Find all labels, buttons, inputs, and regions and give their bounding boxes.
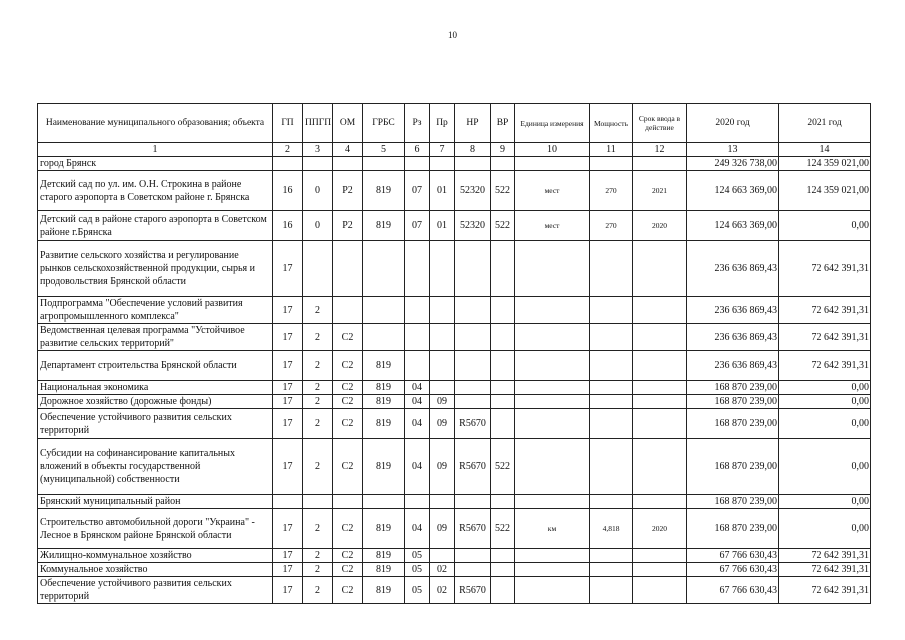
cell-y2020: 168 870 239,00	[687, 439, 779, 495]
cell-name: Департамент строительства Брянской области	[38, 351, 273, 381]
cell-y2020: 168 870 239,00	[687, 509, 779, 549]
cell-pr	[430, 324, 455, 351]
cell-name: Обеспечение устойчивого развития сельских территорий	[38, 409, 273, 439]
cell-om: С2	[333, 439, 363, 495]
header-vr: ВР	[491, 104, 515, 143]
cell-nr	[455, 549, 491, 563]
cell-unit: км	[515, 509, 590, 549]
cell-capacity	[590, 549, 633, 563]
cell-capacity	[590, 563, 633, 577]
cell-capacity	[590, 439, 633, 495]
cell-nr	[455, 495, 491, 509]
cell-grbs: 819	[363, 409, 405, 439]
cell-y2020: 67 766 630,43	[687, 549, 779, 563]
cell-rz	[405, 351, 430, 381]
cell-capacity	[590, 324, 633, 351]
cell-vr	[491, 395, 515, 409]
cell-nr: R5670	[455, 439, 491, 495]
cell-ppgp: 2	[303, 381, 333, 395]
header-capacity: Мощность	[590, 104, 633, 143]
column-number: 13	[687, 143, 779, 157]
table-row	[38, 439, 871, 495]
cell-gp: 17	[273, 509, 303, 549]
cell-pr: 01	[430, 171, 455, 211]
cell-name: Детский сад по ул. им. О.Н. Строкина в районе старого аэропорта в Советском районе г. Брянска	[38, 171, 273, 211]
cell-ppgp	[303, 157, 333, 171]
table-row	[38, 351, 871, 381]
cell-ppgp: 2	[303, 563, 333, 577]
cell-commission	[633, 409, 687, 439]
column-number: 8	[455, 143, 491, 157]
cell-vr	[491, 409, 515, 439]
cell-vr	[491, 324, 515, 351]
cell-ppgp: 0	[303, 171, 333, 211]
cell-y2021: 72 642 391,31	[779, 577, 871, 604]
column-number: 2	[273, 143, 303, 157]
cell-unit	[515, 351, 590, 381]
cell-ppgp: 2	[303, 395, 333, 409]
cell-grbs: 819	[363, 577, 405, 604]
cell-nr	[455, 381, 491, 395]
cell-commission	[633, 381, 687, 395]
cell-pr	[430, 297, 455, 324]
column-number: 1	[38, 143, 273, 157]
column-number: 10	[515, 143, 590, 157]
cell-capacity: 270	[590, 211, 633, 241]
cell-ppgp: 2	[303, 439, 333, 495]
cell-gp: 17	[273, 241, 303, 297]
table-row	[38, 395, 871, 409]
cell-vr: 522	[491, 171, 515, 211]
cell-vr: 522	[491, 439, 515, 495]
cell-nr	[455, 395, 491, 409]
cell-grbs: 819	[363, 549, 405, 563]
cell-nr	[455, 297, 491, 324]
cell-rz: 05	[405, 563, 430, 577]
cell-capacity	[590, 241, 633, 297]
header-name: Наименование муниципального образования; объекта	[38, 104, 273, 143]
cell-y2021: 0,00	[779, 381, 871, 395]
cell-y2021: 0,00	[779, 211, 871, 241]
column-number: 9	[491, 143, 515, 157]
cell-y2020: 67 766 630,43	[687, 577, 779, 604]
cell-name: Строительство автомобильной дороги "Украина" - Лесное в Брянском районе Брянской области	[38, 509, 273, 549]
cell-y2021: 0,00	[779, 409, 871, 439]
cell-rz: 07	[405, 171, 430, 211]
cell-y2021: 72 642 391,31	[779, 324, 871, 351]
cell-capacity	[590, 409, 633, 439]
cell-capacity	[590, 577, 633, 604]
cell-vr	[491, 381, 515, 395]
cell-gp: 17	[273, 577, 303, 604]
header-om: ОМ	[333, 104, 363, 143]
header-nr: НР	[455, 104, 491, 143]
cell-vr	[491, 549, 515, 563]
cell-unit	[515, 563, 590, 577]
cell-rz: 04	[405, 395, 430, 409]
column-number: 12	[633, 143, 687, 157]
cell-unit	[515, 409, 590, 439]
cell-grbs	[363, 241, 405, 297]
cell-rz	[405, 157, 430, 171]
cell-gp: 17	[273, 297, 303, 324]
header-2020: 2020 год	[687, 104, 779, 143]
cell-y2020: 124 663 369,00	[687, 171, 779, 211]
cell-ppgp: 2	[303, 409, 333, 439]
cell-name: Жилищно-коммунальное хозяйство	[38, 549, 273, 563]
column-number: 6	[405, 143, 430, 157]
cell-y2021: 72 642 391,31	[779, 563, 871, 577]
cell-commission	[633, 324, 687, 351]
cell-name: Детский сад в районе старого аэропорта в Советском районе г.Брянска	[38, 211, 273, 241]
cell-gp: 17	[273, 324, 303, 351]
cell-pr	[430, 351, 455, 381]
cell-name: Дорожное хозяйство (дорожные фонды)	[38, 395, 273, 409]
cell-om: С2	[333, 395, 363, 409]
table-row	[38, 563, 871, 577]
cell-capacity	[590, 297, 633, 324]
cell-om	[333, 495, 363, 509]
cell-y2020: 249 326 738,00	[687, 157, 779, 171]
header-rz: Рз	[405, 104, 430, 143]
cell-name: Развитие сельского хозяйства и регулирование рынков сельскохозяйственной продукции, сырья и продовольствия Брянской области	[38, 241, 273, 297]
cell-vr: 522	[491, 509, 515, 549]
cell-unit	[515, 395, 590, 409]
cell-commission	[633, 439, 687, 495]
cell-nr	[455, 563, 491, 577]
cell-y2020: 168 870 239,00	[687, 381, 779, 395]
cell-ppgp: 2	[303, 509, 333, 549]
cell-grbs: 819	[363, 563, 405, 577]
cell-commission: 2021	[633, 171, 687, 211]
cell-name: Подпрограмма "Обеспечение условий развития агропромышленного комплекса"	[38, 297, 273, 324]
cell-pr: 09	[430, 409, 455, 439]
cell-om: С2	[333, 409, 363, 439]
cell-grbs	[363, 324, 405, 351]
cell-nr: 52320	[455, 171, 491, 211]
cell-y2020: 67 766 630,43	[687, 563, 779, 577]
cell-unit	[515, 241, 590, 297]
cell-capacity: 4,818	[590, 509, 633, 549]
header-row	[38, 104, 871, 143]
column-number: 3	[303, 143, 333, 157]
cell-gp: 16	[273, 211, 303, 241]
column-number: 4	[333, 143, 363, 157]
cell-unit	[515, 549, 590, 563]
cell-gp: 17	[273, 563, 303, 577]
cell-om: С2	[333, 563, 363, 577]
cell-grbs	[363, 297, 405, 324]
cell-pr: 01	[430, 211, 455, 241]
cell-y2020: 168 870 239,00	[687, 495, 779, 509]
cell-y2021: 124 359 021,00	[779, 171, 871, 211]
cell-ppgp: 2	[303, 324, 333, 351]
cell-gp: 16	[273, 171, 303, 211]
cell-unit: мест	[515, 171, 590, 211]
cell-om: С2	[333, 381, 363, 395]
cell-gp: 17	[273, 395, 303, 409]
cell-om: Р2	[333, 171, 363, 211]
cell-y2020: 168 870 239,00	[687, 409, 779, 439]
cell-grbs: 819	[363, 509, 405, 549]
cell-vr	[491, 351, 515, 381]
cell-y2020: 236 636 869,43	[687, 351, 779, 381]
budget-table	[37, 103, 871, 604]
column-number: 14	[779, 143, 871, 157]
cell-ppgp: 2	[303, 297, 333, 324]
cell-unit	[515, 381, 590, 395]
cell-y2021: 0,00	[779, 395, 871, 409]
cell-gp	[273, 157, 303, 171]
cell-grbs	[363, 495, 405, 509]
cell-commission	[633, 495, 687, 509]
table-row	[38, 171, 871, 211]
cell-ppgp	[303, 241, 333, 297]
cell-commission: 2020	[633, 509, 687, 549]
cell-grbs: 819	[363, 439, 405, 495]
cell-rz: 04	[405, 509, 430, 549]
cell-capacity	[590, 495, 633, 509]
cell-grbs: 819	[363, 395, 405, 409]
cell-vr	[491, 577, 515, 604]
cell-om: С2	[333, 577, 363, 604]
cell-commission	[633, 563, 687, 577]
cell-gp: 17	[273, 549, 303, 563]
cell-y2021: 0,00	[779, 495, 871, 509]
cell-nr: R5670	[455, 409, 491, 439]
table-row	[38, 157, 871, 171]
table-row	[38, 549, 871, 563]
cell-unit: мест	[515, 211, 590, 241]
cell-om	[333, 241, 363, 297]
table-row	[38, 241, 871, 297]
cell-vr	[491, 563, 515, 577]
cell-gp: 17	[273, 351, 303, 381]
cell-rz: 04	[405, 381, 430, 395]
cell-pr	[430, 495, 455, 509]
cell-rz	[405, 297, 430, 324]
header-gp: ГП	[273, 104, 303, 143]
cell-pr	[430, 381, 455, 395]
cell-om	[333, 297, 363, 324]
cell-commission: 2020	[633, 211, 687, 241]
cell-grbs: 819	[363, 351, 405, 381]
cell-nr	[455, 351, 491, 381]
column-numbers-row	[38, 143, 871, 157]
header-commission: Срок ввода в действие	[633, 104, 687, 143]
cell-unit	[515, 324, 590, 351]
cell-pr	[430, 241, 455, 297]
cell-nr: R5670	[455, 509, 491, 549]
cell-capacity	[590, 381, 633, 395]
cell-vr	[491, 297, 515, 324]
cell-y2021: 72 642 391,31	[779, 549, 871, 563]
cell-y2021: 0,00	[779, 509, 871, 549]
cell-pr: 09	[430, 439, 455, 495]
header-grbs: ГРБС	[363, 104, 405, 143]
cell-ppgp: 2	[303, 577, 333, 604]
header-ppgp: ППГП	[303, 104, 333, 143]
table-row	[38, 297, 871, 324]
cell-name: Ведомственная целевая программа "Устойчивое развитие сельских территорий"	[38, 324, 273, 351]
cell-grbs	[363, 157, 405, 171]
cell-vr	[491, 495, 515, 509]
cell-commission	[633, 241, 687, 297]
cell-rz	[405, 495, 430, 509]
cell-grbs: 819	[363, 211, 405, 241]
table-row	[38, 409, 871, 439]
cell-om: С2	[333, 549, 363, 563]
cell-y2021: 72 642 391,31	[779, 351, 871, 381]
cell-nr: 52320	[455, 211, 491, 241]
table-row	[38, 509, 871, 549]
cell-om: Р2	[333, 211, 363, 241]
cell-pr	[430, 157, 455, 171]
cell-rz	[405, 324, 430, 351]
page-number: 10	[448, 30, 457, 40]
cell-pr: 02	[430, 563, 455, 577]
cell-name: Национальная экономика	[38, 381, 273, 395]
table-row	[38, 211, 871, 241]
cell-vr	[491, 157, 515, 171]
cell-rz: 04	[405, 409, 430, 439]
cell-capacity	[590, 395, 633, 409]
cell-name: Брянский муниципальный район	[38, 495, 273, 509]
cell-capacity	[590, 351, 633, 381]
cell-om	[333, 157, 363, 171]
cell-pr: 02	[430, 577, 455, 604]
cell-pr: 09	[430, 395, 455, 409]
cell-y2020: 236 636 869,43	[687, 324, 779, 351]
cell-commission	[633, 157, 687, 171]
cell-vr	[491, 241, 515, 297]
cell-rz: 05	[405, 577, 430, 604]
cell-unit	[515, 577, 590, 604]
cell-y2020: 236 636 869,43	[687, 241, 779, 297]
column-number: 5	[363, 143, 405, 157]
header-2021: 2021 год	[779, 104, 871, 143]
cell-capacity	[590, 157, 633, 171]
cell-capacity: 270	[590, 171, 633, 211]
table-row	[38, 381, 871, 395]
cell-commission	[633, 549, 687, 563]
cell-name: город Брянск	[38, 157, 273, 171]
cell-pr: 09	[430, 509, 455, 549]
cell-om: С2	[333, 351, 363, 381]
cell-name: Обеспечение устойчивого развития сельских территорий	[38, 577, 273, 604]
cell-nr	[455, 324, 491, 351]
cell-ppgp: 2	[303, 549, 333, 563]
cell-y2020: 168 870 239,00	[687, 395, 779, 409]
cell-y2020: 236 636 869,43	[687, 297, 779, 324]
cell-gp: 17	[273, 439, 303, 495]
cell-grbs: 819	[363, 171, 405, 211]
cell-y2021: 72 642 391,31	[779, 241, 871, 297]
cell-name: Субсидии на софинансирование капитальных вложений в объекты государственной (муниципальной) собственности	[38, 439, 273, 495]
cell-rz: 05	[405, 549, 430, 563]
cell-unit	[515, 297, 590, 324]
table-row	[38, 324, 871, 351]
cell-om: С2	[333, 509, 363, 549]
cell-ppgp: 2	[303, 351, 333, 381]
cell-rz: 07	[405, 211, 430, 241]
cell-unit	[515, 439, 590, 495]
cell-grbs: 819	[363, 381, 405, 395]
cell-nr	[455, 157, 491, 171]
cell-name: Коммунальное хозяйство	[38, 563, 273, 577]
column-number: 7	[430, 143, 455, 157]
cell-commission	[633, 297, 687, 324]
cell-rz	[405, 241, 430, 297]
cell-gp: 17	[273, 409, 303, 439]
cell-unit	[515, 495, 590, 509]
header-unit: Единица измерения	[515, 104, 590, 143]
cell-gp	[273, 495, 303, 509]
cell-nr	[455, 241, 491, 297]
cell-nr: R5670	[455, 577, 491, 604]
cell-y2020: 124 663 369,00	[687, 211, 779, 241]
cell-pr	[430, 549, 455, 563]
cell-commission	[633, 351, 687, 381]
table-row	[38, 577, 871, 604]
cell-y2021: 72 642 391,31	[779, 297, 871, 324]
cell-ppgp: 0	[303, 211, 333, 241]
cell-y2021: 0,00	[779, 439, 871, 495]
cell-vr: 522	[491, 211, 515, 241]
header-pr: Пр	[430, 104, 455, 143]
cell-unit	[515, 157, 590, 171]
cell-om: С2	[333, 324, 363, 351]
cell-rz: 04	[405, 439, 430, 495]
cell-commission	[633, 395, 687, 409]
cell-gp: 17	[273, 381, 303, 395]
table-row	[38, 495, 871, 509]
cell-ppgp	[303, 495, 333, 509]
cell-y2021: 124 359 021,00	[779, 157, 871, 171]
column-number: 11	[590, 143, 633, 157]
cell-commission	[633, 577, 687, 604]
